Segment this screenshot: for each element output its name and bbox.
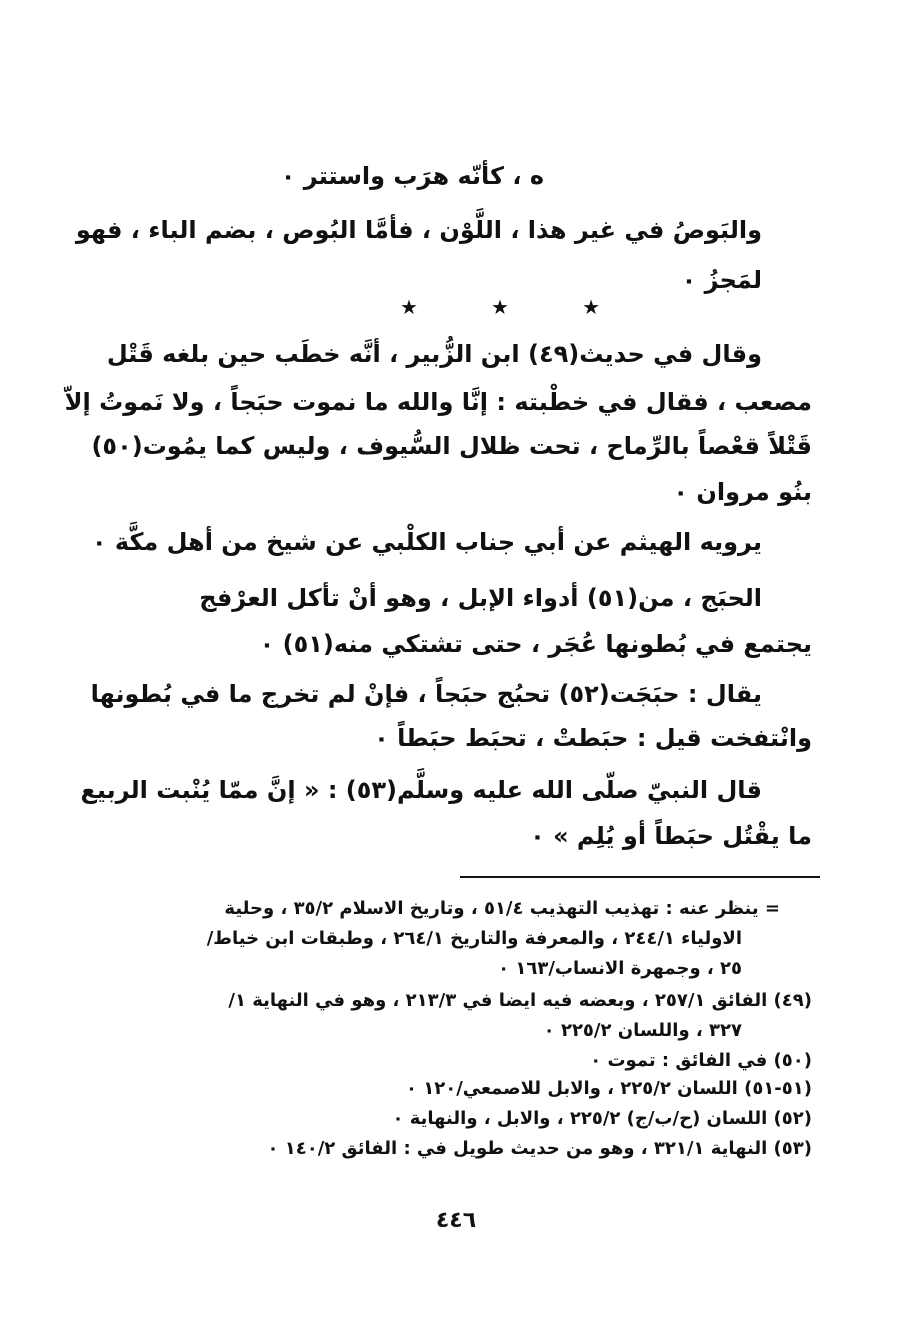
body-line-1: ه ، كأنّه هرَب واستتر ٠ <box>280 162 544 190</box>
body-line-2: والبَوصُ في غير هذا ، اللَّوْن ، فأمَّا البُوص ، بضم الباء ، فهو <box>75 216 762 244</box>
star-icon: ★ <box>491 295 509 319</box>
footnote-line-2: الاولياء ٢٤٤/١ ، والمعرفة والتاريخ ٢٦٤/١ ، وطبقات ابن خياط/ <box>206 928 742 949</box>
footnote-line-9: (٥٣) النهاية ٣٢١/١ ، وهو من حديث طويل في : الفائق ١٤٠/٢ ٠ <box>267 1138 812 1159</box>
body-line-13: قال النبيّ صلّى الله عليه وسلَّم(٥٣) : « إنَّ ممّا يُنْبت الربيع <box>80 776 762 804</box>
footnote-line-4: (٤٩) الفائق ٢٥٧/١ ، وبعضه فيه ايضا في ٢١٣/٣ ، وهو في النهاية ١/ <box>228 990 812 1011</box>
footnote-line-8: (٥٢) اللسان (ح/ب/ج) ٢٢٥/٢ ، والابل ، والنهاية ٠ <box>392 1108 812 1129</box>
body-line-6: قَتْلاً قعْصاً بالرِّماح ، تحت ظلال السُّيوف ، وليس كما يمُوت(٥٠) <box>91 432 812 460</box>
body-line-9: الحبَج ، من(٥١) أدواء الإبل ، وهو أنْ تأكل العرْفج <box>199 584 762 612</box>
body-line-5: مصعب ، فقال في خطْبته : إنَّا والله ما نموت حبَجاً ، ولا نَموتُ إلاّ <box>64 388 812 416</box>
section-separator <box>400 292 600 322</box>
body-line-11: يقال : حبَجَت(٥٢) تحبُج حبَجاً ، فإنْ لم تخرج ما في بُطونها <box>90 680 762 708</box>
body-line-8: يرويه الهيثم عن أبي جناب الكلْبي عن شيخ من أهل مكَّة ٠ <box>91 528 762 556</box>
star-icon: ★ <box>582 295 600 319</box>
footnote-line-5: ٣٢٧ ، واللسان ٢٢٥/٢ ٠ <box>543 1020 742 1041</box>
body-line-12: وانْتفخت قيل : حبَطتْ ، تحبَط حبَطاً ٠ <box>374 724 812 752</box>
body-line-7: بنُو مروان ٠ <box>673 478 812 506</box>
body-line-4: وقال في حديث(٤٩) ابن الزُّبير ، أنَّه خطَب حين بلغه قَتْل <box>106 340 762 368</box>
footnote-line-3: ٢٥ ، وجمهرة الانساب/١٦٣ ٠ <box>498 958 742 979</box>
footnote-line-1: = ينظر عنه : تهذيب التهذيب ٥١/٤ ، وتاريخ الاسلام ٣٥/٢ ، وحلية <box>224 898 780 919</box>
footnote-divider <box>460 876 820 878</box>
body-line-3: لمَجزُ ٠ <box>681 266 762 294</box>
body-line-14: ما يقْتُل حبَطاً أو يُلِم » ٠ <box>530 822 812 850</box>
star-icon: ★ <box>400 295 418 319</box>
footnote-line-7: (٥١-٥١) اللسان ٢٢٥/٢ ، والابل للاصمعي/١٢٠ ٠ <box>405 1078 812 1099</box>
body-line-10: يجتمع في بُطونها عُجَر ، حتى تشتكي منه(٥١) ٠ <box>259 630 812 658</box>
page-number: ٤٤٦ <box>435 1208 477 1233</box>
footnote-line-6: (٥٠) في الفائق : تموت ٠ <box>590 1050 812 1071</box>
